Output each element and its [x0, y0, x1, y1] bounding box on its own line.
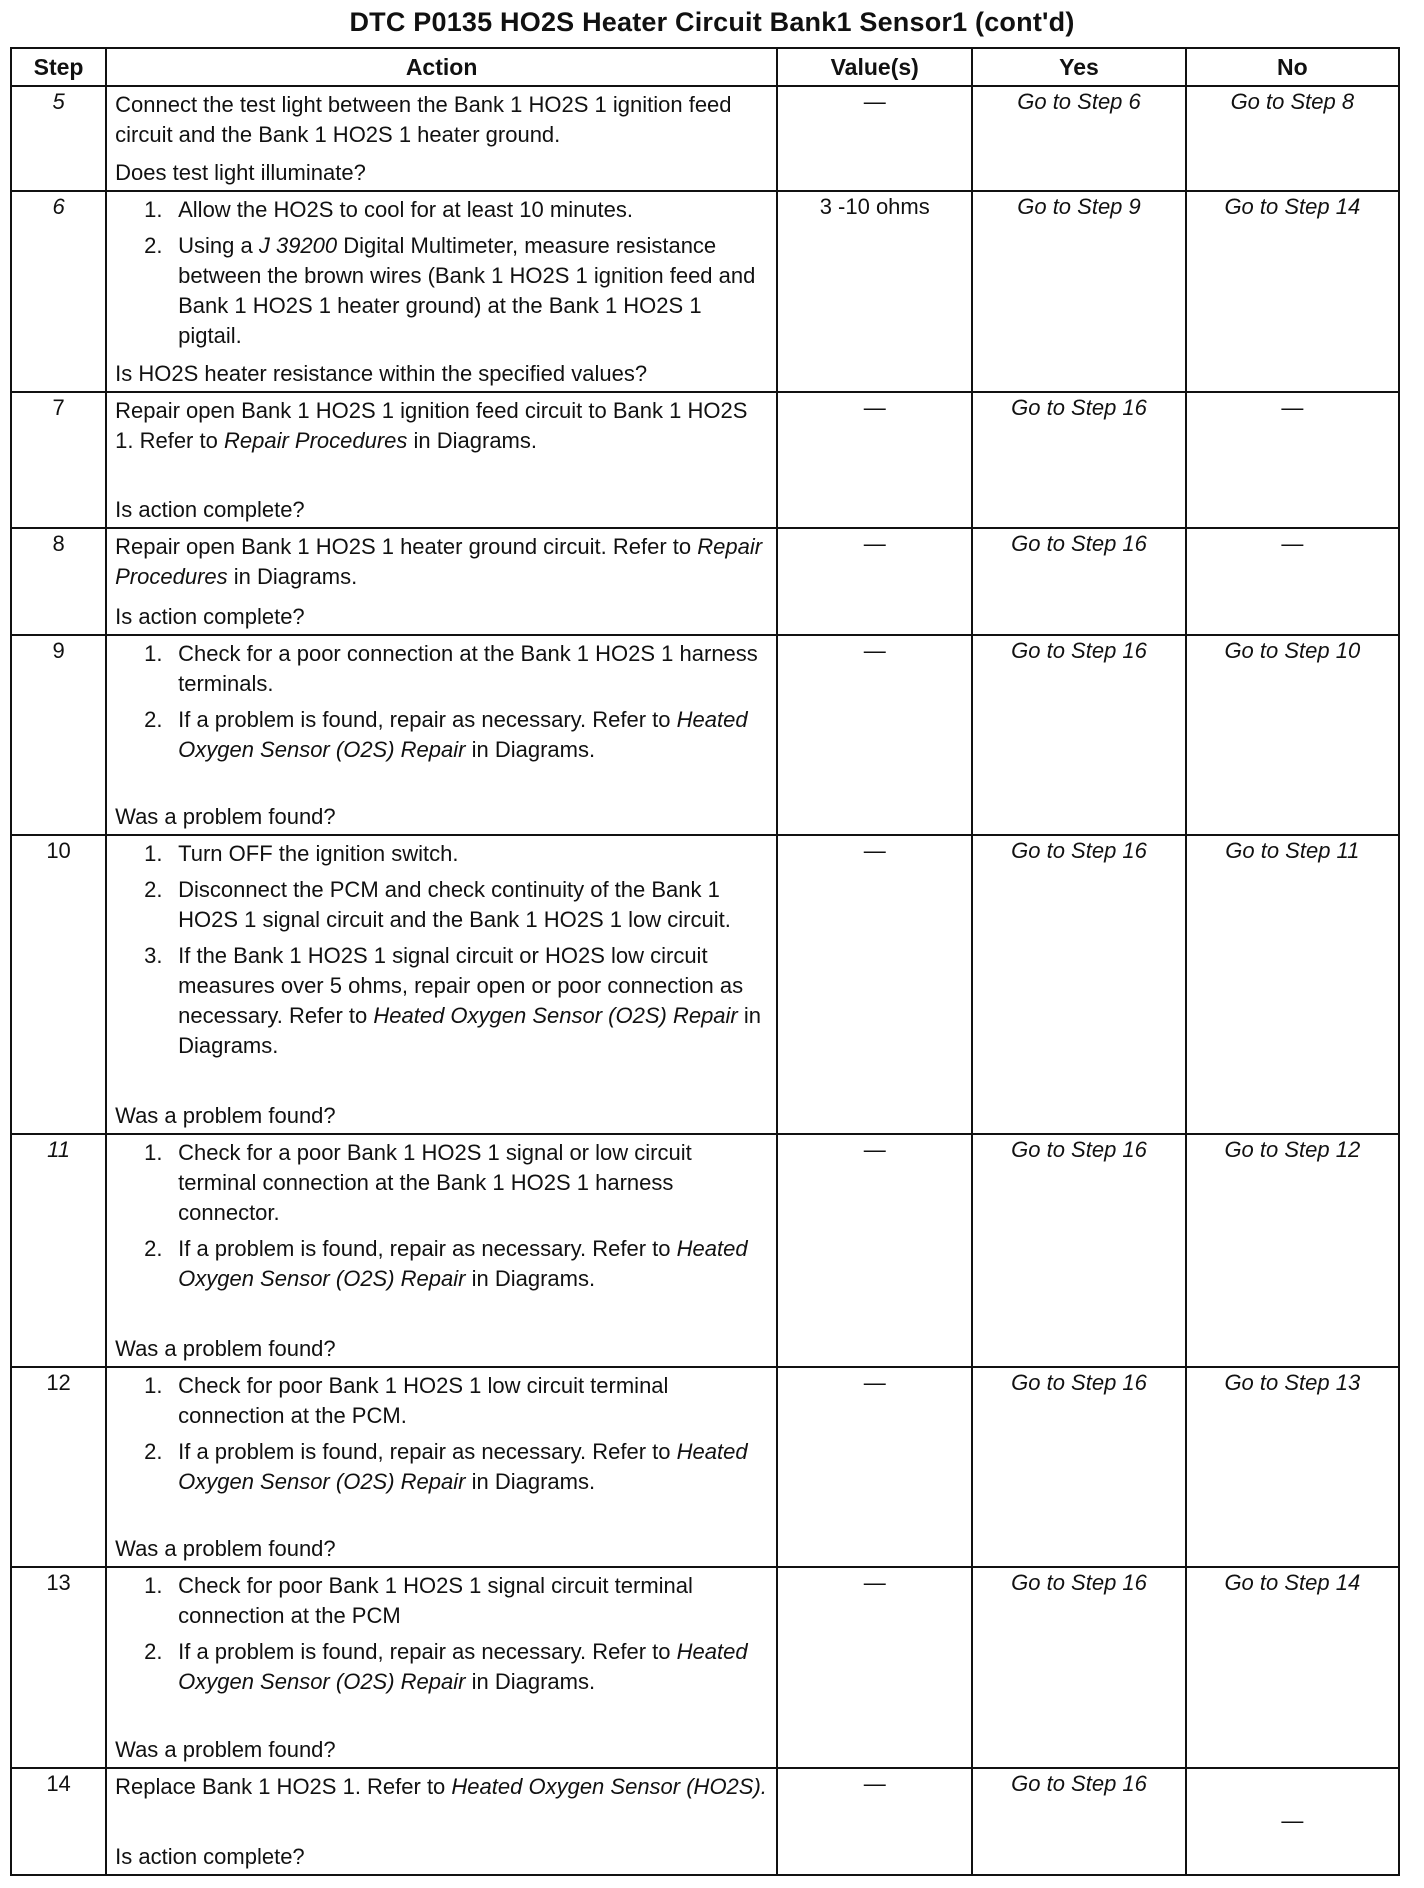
table-row — [11, 86, 1399, 191]
action-item: 1. Check for a poor connection at the Bank 1 HO2S 1 harness terminals. — [144, 641, 758, 696]
action-cell — [106, 528, 777, 635]
action-question: Was a problem found? — [115, 804, 336, 829]
yes-cell: Go to Step 16 — [972, 528, 1185, 635]
action-item: 1. Turn OFF the ignition switch. — [144, 841, 459, 866]
table-row — [11, 1134, 1399, 1367]
step-number: 14 — [11, 1768, 106, 1875]
action-text: Repair open Bank 1 HO2S 1 ignition feed circuit to Bank 1 HO2S 1. Refer to Repair Procedures in Diagrams. — [115, 398, 748, 453]
step-number: 5 — [11, 86, 106, 191]
table-row — [11, 1367, 1399, 1567]
value-cell: — — [777, 1367, 972, 1567]
action-text: Connect the test light between the Bank 1 HO2S 1 ignition feed circuit and the Bank 1 HO2S 1 heater ground. — [115, 92, 732, 147]
action-text: Repair open Bank 1 HO2S 1 heater ground circuit. Refer to Repair Procedures in Diagrams. — [115, 534, 763, 589]
action-question: Is action complete? — [115, 604, 305, 629]
action-cell — [106, 1567, 777, 1768]
page-title: DTC P0135 HO2S Heater Circuit Bank1 Sensor1 (cont'd) — [349, 7, 1075, 37]
table-row — [11, 835, 1399, 1134]
action-item: 1. Check for a poor Bank 1 HO2S 1 signal or low circuit terminal connection at the Bank 1 HO2S 1 harness connector. — [144, 1140, 692, 1225]
yes-cell: Go to Step 6 — [972, 86, 1185, 191]
action-text: Replace Bank 1 HO2S 1. Refer to Heated Oxygen Sensor (HO2S). — [115, 1774, 767, 1799]
action-item: 2. Using a J 39200 Digital Multimeter, measure resistance between the brown wires (Bank 1 HO2S 1 ignition feed and Bank 1 HO2S 1 heater ground) at the Bank 1 HO2S 1 pigtail. — [144, 233, 756, 348]
table-row — [11, 1567, 1399, 1768]
yes-cell: Go to Step 16 — [972, 635, 1185, 835]
table-row — [11, 528, 1399, 635]
no-cell: Go to Step 12 — [1186, 1134, 1399, 1367]
no-cell: — — [1186, 392, 1399, 528]
no-cell: — — [1186, 528, 1399, 635]
step-number: 12 — [11, 1367, 106, 1567]
step-number: 11 — [11, 1134, 106, 1367]
value-cell: — — [777, 528, 972, 635]
action-question: Does test light illuminate? — [115, 160, 366, 185]
header-no: No — [1186, 48, 1399, 86]
action-question: Is action complete? — [115, 1844, 305, 1869]
action-question: Was a problem found? — [115, 1336, 336, 1361]
value-cell: — — [777, 835, 972, 1134]
action-question: Is HO2S heater resistance within the specified values? — [115, 361, 648, 386]
value-cell: — — [777, 1134, 972, 1367]
action-cell — [106, 392, 777, 528]
action-item: 2. If a problem is found, repair as necessary. Refer to Heated Oxygen Sensor (O2S) Repair in Diagrams. — [144, 707, 748, 762]
table-row — [11, 1768, 1399, 1875]
no-cell: Go to Step 13 — [1186, 1367, 1399, 1567]
yes-cell: Go to Step 16 — [972, 392, 1185, 528]
no-cell: Go to Step 14 — [1186, 191, 1399, 392]
yes-cell: Go to Step 16 — [972, 1768, 1185, 1875]
header-yes: Yes — [972, 48, 1185, 86]
action-cell — [106, 635, 777, 835]
action-question: Is action complete? — [115, 497, 305, 522]
yes-cell: Go to Step 9 — [972, 191, 1185, 392]
action-item: 2. If a problem is found, repair as necessary. Refer to Heated Oxygen Sensor (O2S) Repair in Diagrams. — [144, 1439, 748, 1494]
no-cell: Go to Step 14 — [1186, 1567, 1399, 1768]
action-cell — [106, 1134, 777, 1367]
no-cell: — — [1186, 1768, 1399, 1875]
yes-cell: Go to Step 16 — [972, 1367, 1185, 1567]
value-cell: — — [777, 86, 972, 191]
action-question: Was a problem found? — [115, 1536, 336, 1561]
action-cell — [106, 191, 777, 392]
action-cell — [106, 835, 777, 1134]
step-number: 7 — [11, 392, 106, 528]
table-row — [11, 191, 1399, 392]
header-action: Action — [106, 48, 777, 86]
action-item: 1. Allow the HO2S to cool for at least 10 minutes. — [144, 197, 634, 222]
action-cell — [106, 86, 777, 191]
table-row — [11, 392, 1399, 528]
value-cell: — — [777, 1567, 972, 1768]
step-number: 13 — [11, 1567, 106, 1768]
value-cell: — — [777, 1768, 972, 1875]
value-cell: — — [777, 635, 972, 835]
action-item: 2. Disconnect the PCM and check continuity of the Bank 1 HO2S 1 signal circuit and the Bank 1 HO2S 1 low circuit. — [144, 877, 731, 932]
action-question: Was a problem found? — [115, 1737, 336, 1762]
step-number: 8 — [11, 528, 106, 635]
step-number: 6 — [11, 191, 106, 392]
diagnostic-table — [10, 47, 1400, 1876]
header-values: Value(s) — [777, 48, 972, 86]
step-number: 9 — [11, 635, 106, 835]
action-item: 3. If the Bank 1 HO2S 1 signal circuit or HO2S low circuit measures over 5 ohms, repair open or poor connection as necessary. Refer to Heated Oxygen Sensor (O2S) Repair in Diagrams. — [144, 943, 762, 1058]
action-item: 2. If a problem is found, repair as necessary. Refer to Heated Oxygen Sensor (O2S) Repair in Diagrams. — [144, 1639, 748, 1694]
action-cell — [106, 1367, 777, 1567]
step-number: 10 — [11, 835, 106, 1134]
no-cell: Go to Step 11 — [1186, 835, 1399, 1134]
yes-cell: Go to Step 16 — [972, 835, 1185, 1134]
yes-cell: Go to Step 16 — [972, 1567, 1185, 1768]
table-header-row — [11, 48, 1399, 86]
table-row — [11, 635, 1399, 835]
no-cell: Go to Step 10 — [1186, 635, 1399, 835]
action-item: 2. If a problem is found, repair as necessary. Refer to Heated Oxygen Sensor (O2S) Repair in Diagrams. — [144, 1236, 748, 1291]
header-step: Step — [11, 48, 106, 86]
action-cell — [106, 1768, 777, 1875]
action-item: 1. Check for poor Bank 1 HO2S 1 signal circuit terminal connection at the PCM — [144, 1573, 693, 1628]
action-item: 1. Check for poor Bank 1 HO2S 1 low circuit terminal connection at the PCM. — [144, 1373, 669, 1428]
value-cell: — — [777, 392, 972, 528]
no-cell: Go to Step 8 — [1186, 86, 1399, 191]
action-question: Was a problem found? — [115, 1103, 336, 1128]
value-cell: 3 -10 ohms — [777, 191, 972, 392]
yes-cell: Go to Step 16 — [972, 1134, 1185, 1367]
